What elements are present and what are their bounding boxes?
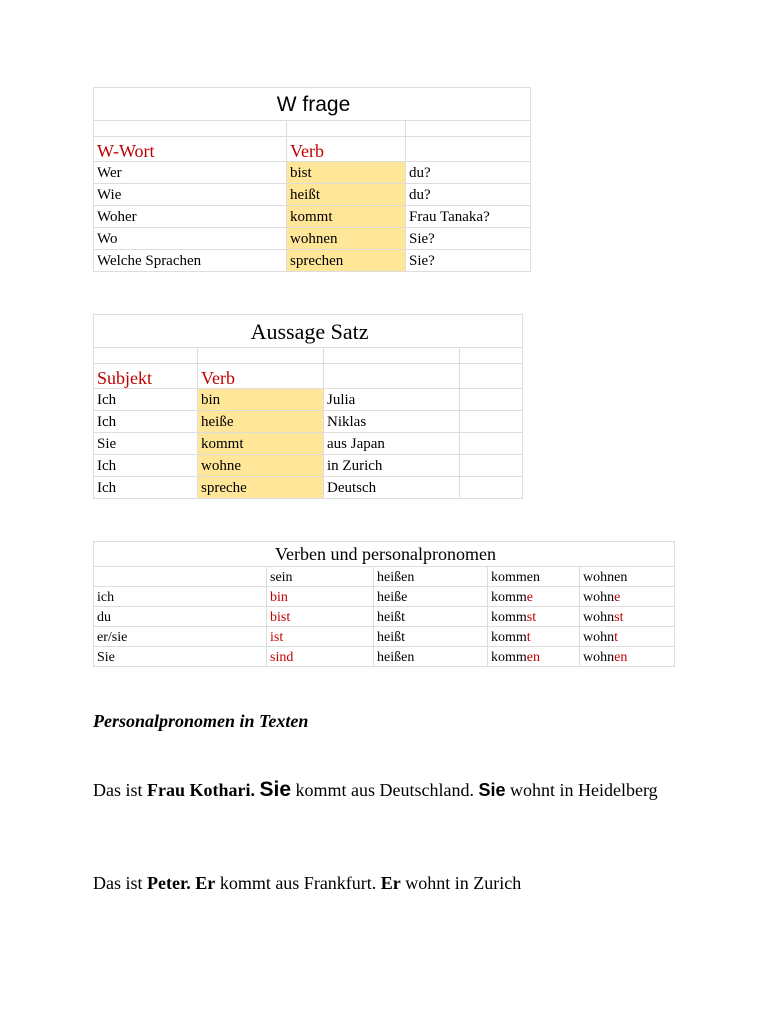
table-row: er/sie ist heißt kommt wohnt (94, 627, 675, 647)
w-wort-header: W-Wort (94, 137, 287, 162)
table-row: Wie heißt du? (94, 184, 531, 206)
table-row: Ich spreche Deutsch (94, 477, 523, 499)
paragraph-1: Das ist Frau Kothari. Sie kommt aus Deutschland. Sie wohnt in Heidelberg (93, 778, 658, 801)
w-frage-table (93, 87, 531, 272)
subjekt-header: Subjekt (94, 364, 198, 389)
paragraph-2: Das ist Peter. Er kommt aus Frankfurt. Er wohnt in Zurich (93, 873, 522, 893)
table-row: Ich heiße Niklas (94, 411, 523, 433)
table-header-row: sein heißen kommen wohnen (94, 567, 675, 587)
table-row: Sie kommt aus Japan (94, 433, 523, 455)
section-heading: Personalpronomen in Texten (93, 711, 309, 731)
aussage-satz-title: Aussage Satz (94, 315, 523, 348)
table-row: du bist heißt kommst wohnst (94, 607, 675, 627)
w-frage-title: W frage (94, 88, 531, 121)
verb-header: Verb (198, 364, 324, 389)
verben-title: Verben und personalpronomen (94, 542, 675, 567)
table-row: ich bin heiße komme wohne (94, 587, 675, 607)
table-row: Woher kommt Frau Tanaka? (94, 206, 531, 228)
table-row: Sie sind heißen kommen wohnen (94, 647, 675, 667)
table-row: Wo wohnen Sie? (94, 228, 531, 250)
verben-table (93, 541, 675, 667)
verb-header: Verb (287, 137, 406, 162)
table-row: Wer bist du? (94, 162, 531, 184)
aussage-satz-table (93, 314, 523, 499)
table-row: Ich wohne in Zurich (94, 455, 523, 477)
table-row: Ich bin Julia (94, 389, 523, 411)
table-row: Welche Sprachen sprechen Sie? (94, 250, 531, 272)
